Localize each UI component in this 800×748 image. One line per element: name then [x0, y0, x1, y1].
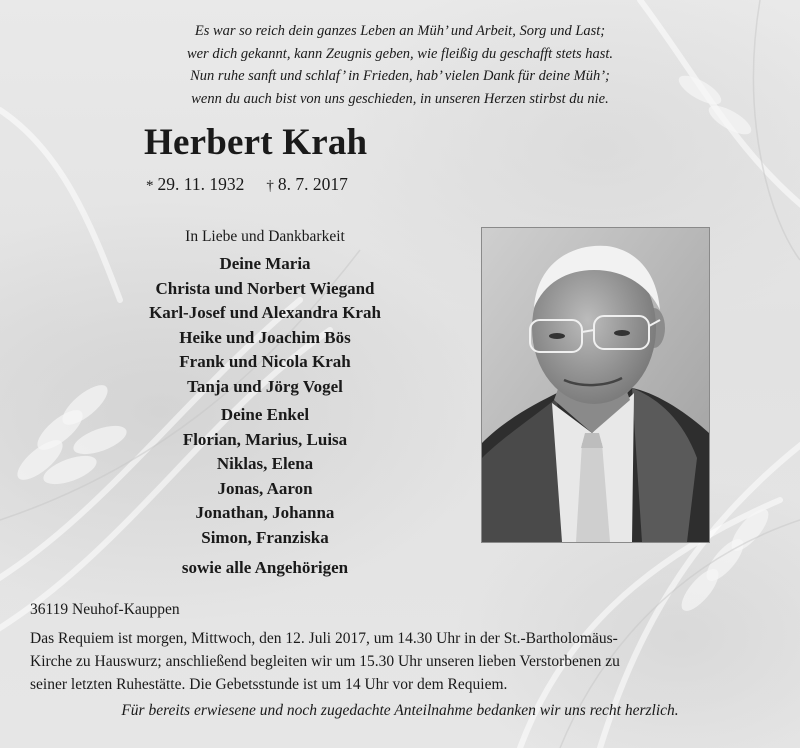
- life-dates: [146, 174, 348, 195]
- grandchildren-names: Simon, Franziska: [201, 527, 329, 547]
- requiem-line: seiner letzten Ruhestätte. Die Gebetsstunde ist um 14 Uhr vor dem Requiem.: [30, 676, 508, 693]
- grandchildren-names: Jonathan, Johanna: [195, 503, 335, 522]
- grandchildren-names: Jonas, Aaron: [217, 478, 313, 498]
- family-member: Tanja und Jörg Vogel: [187, 376, 343, 396]
- family-member: Heike und Joachim Bös: [179, 327, 351, 347]
- death-date: 8. 7. 2017: [277, 174, 348, 194]
- relatives-closing: sowie alle Angehörigen: [181, 558, 349, 577]
- poem-line: Nun ruhe sanft und schlaf’ in Frieden, hab’ vielen Dank für deine Müh’;: [190, 68, 610, 84]
- memorial-poem: [100, 20, 700, 110]
- poem-line: wer dich gekannt, kann Zeugnis geben, wie fleißig du geschafft stets hast.: [186, 45, 614, 62]
- grandchildren-heading: Deine Enkel: [220, 405, 310, 424]
- mourners-intro: In Liebe und Dankbarkeit: [185, 228, 345, 245]
- family-member: Karl-Josef und Alexandra Krah: [149, 303, 381, 322]
- grandchildren-names: Florian, Marius, Luisa: [182, 429, 348, 449]
- death-symbol: †: [266, 178, 274, 194]
- portrait-photo: [481, 227, 710, 543]
- poem-line: wenn du auch bist von uns geschieden, in unseren Herzen stirbst du nie.: [191, 90, 609, 107]
- family-member: Christa und Norbert Wiegand: [155, 278, 375, 298]
- thanks-note: Für bereits erwiesene und noch zugedachte Anteilnahme bedanken wir uns recht herzlich.: [121, 702, 679, 719]
- family-member: Deine Maria: [219, 254, 311, 273]
- birth-date: 29. 11. 1932: [157, 174, 245, 194]
- family-member: Frank und Nicola Krah: [179, 352, 351, 371]
- deceased-name: Herbert Krah: [144, 122, 368, 163]
- residence: 36119 Neuhof-Kauppen: [30, 601, 180, 618]
- requiem-line: Kirche zu Hauswurz; anschließend begleiten wir um 15.30 Uhr unseren lieben Verstorbenen zu: [30, 653, 620, 670]
- poem-line: Es war so reich dein ganzes Leben an Müh’ und Arbeit, Sorg und Last;: [194, 23, 606, 39]
- requiem-line: Das Requiem ist morgen, Mittwoch, den 12. Juli 2017, um 14.30 Uhr in der St.-Bartholomäus-: [30, 630, 618, 647]
- birth-symbol: *: [146, 178, 154, 194]
- requiem-notice: [30, 627, 775, 696]
- mourners-list: [100, 224, 430, 581]
- grandchildren-names: Niklas, Elena: [216, 454, 314, 473]
